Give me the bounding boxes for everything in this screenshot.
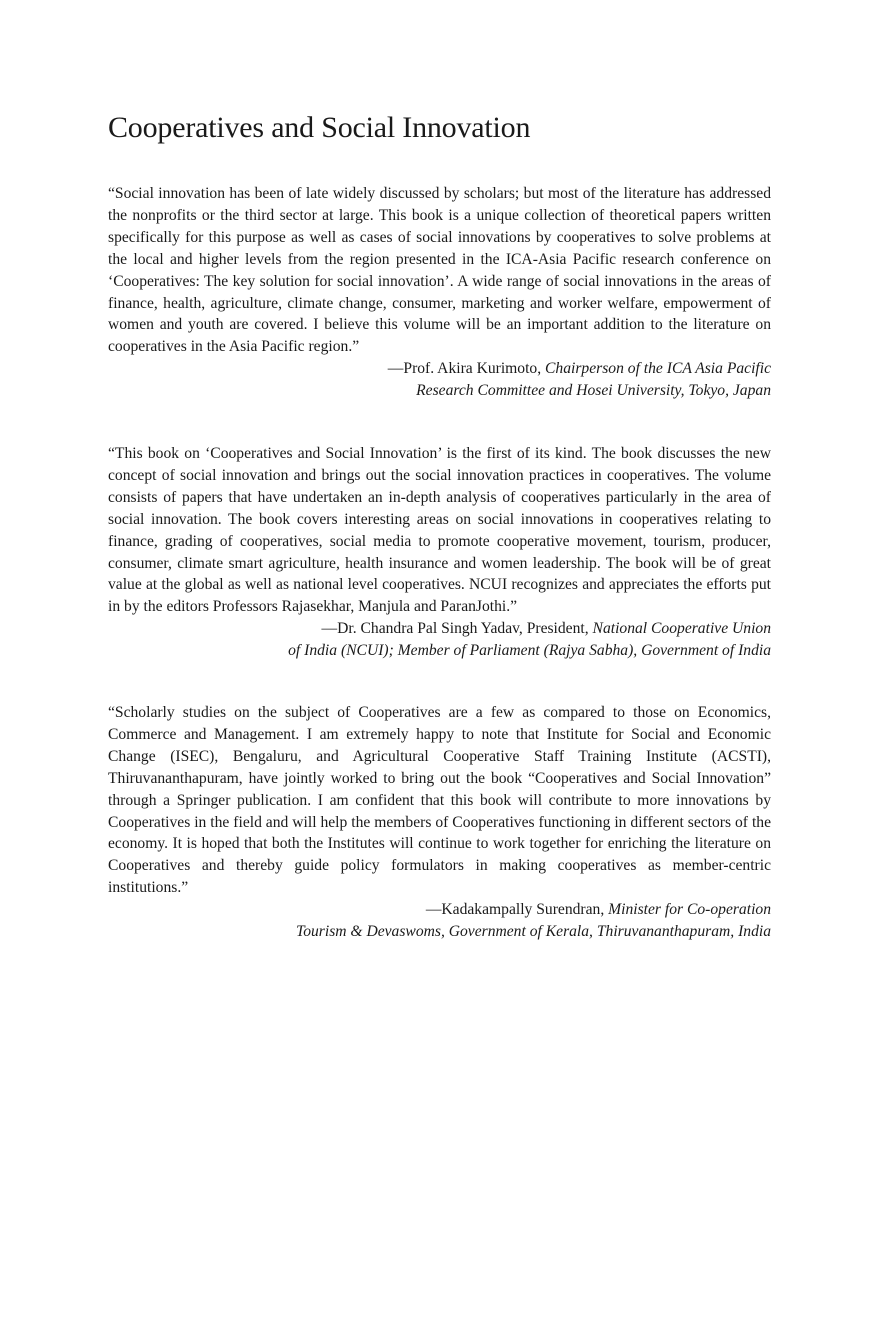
page-title: Cooperatives and Social Innovation xyxy=(108,111,531,144)
endorsement-quote: “This book on ‘Cooperatives and Social Innovation’ is the first of its kind. The book discusses the new concept of social innovation and brings out the social innovation practices in cooperatives. The volume consists of papers that have undertaken an in-depth analysis of cooperatives particularly in the area of social innovation. The book covers interesting areas on social innovations in cooperatives relating to finance, grading of cooperatives, social media to promote cooperative movement, tourism, producer, consumer, climate smart agriculture, health insurance and women leadership. The book will be of great value at the global as well as national level cooperatives. NCUI recognizes and appreciates the efforts put in by the editors Professors Rajasekhar, Manjula and ParanJothi.” xyxy=(108,445,771,616)
attribution-line xyxy=(108,380,771,402)
endorsement-block xyxy=(108,443,771,662)
endorser-affiliation: Tourism & Devaswoms, Government of Kerala, Thiruvananthapuram, India xyxy=(295,923,771,941)
endorser-affiliation: Research Committee and Hosei University, Tokyo, Japan xyxy=(416,382,771,400)
endorser-name: —Kadakampally Surendran, xyxy=(425,901,609,919)
attribution-line xyxy=(108,899,771,921)
endorser-affiliation: National Cooperative Union xyxy=(592,620,771,638)
attribution-line xyxy=(108,640,771,662)
endorser-name: —Dr. Chandra Pal Singh Yadav, President, xyxy=(321,620,593,638)
attribution-line xyxy=(108,358,771,380)
endorser-affiliation: Chairperson of the ICA Asia Pacific xyxy=(545,360,771,378)
endorsement-block xyxy=(108,702,771,943)
endorsement-quote: “Scholarly studies on the subject of Cooperatives are a few as compared to those on Economics, Commerce and Management. I am extremely happy to note that Institute for Social and Economic Change (ISEC), Bengaluru, and Agricultural Cooperative Staff Training Institute (ACSTI), Thiruvananthapuram, have jointly worked to bring out the book “Cooperatives and Social Innovation” through a Springer publication. I am confident that this book will contribute to more innovations by Cooperatives in the field and will help the members of Cooperatives functioning in different sectors of the economy. It is hoped that both the Institutes will continue to work together for enriching the literature on Cooperatives and thereby guide policy formulators in making cooperatives as member-centric institutions.” xyxy=(108,704,771,897)
attribution-line xyxy=(108,921,771,943)
endorser-name: —Prof. Akira Kurimoto, xyxy=(387,360,546,378)
endorsement-attribution xyxy=(108,358,771,402)
endorsement-quote: “Social innovation has been of late widely discussed by scholars; but most of the literature has addressed the nonprofits or the third sector at large. This book is a unique collection of theoretical papers written specifically for this purpose as well as cases of social innovations by cooperatives to solve problems at the local and higher levels from the region presented in the ICA-Asia Pacific research conference on ‘Cooperatives: The key solution for social innovation’. A wide range of social innovations in the areas of finance, health, agriculture, climate change, consumer, marketing and worker welfare, empowerment of women and youth are covered. I believe this volume will be an important addition to the literature on cooperatives in the Asia Pacific region.” xyxy=(108,185,771,356)
endorsement-block xyxy=(108,183,771,402)
attribution-line xyxy=(108,618,771,640)
endorsement-attribution xyxy=(108,618,771,662)
endorsement-attribution xyxy=(108,899,771,943)
endorser-affiliation: Minister for Co-operation xyxy=(608,901,771,919)
endorser-affiliation: of India (NCUI); Member of Parliament (Rajya Sabha), Government of India xyxy=(288,642,771,660)
